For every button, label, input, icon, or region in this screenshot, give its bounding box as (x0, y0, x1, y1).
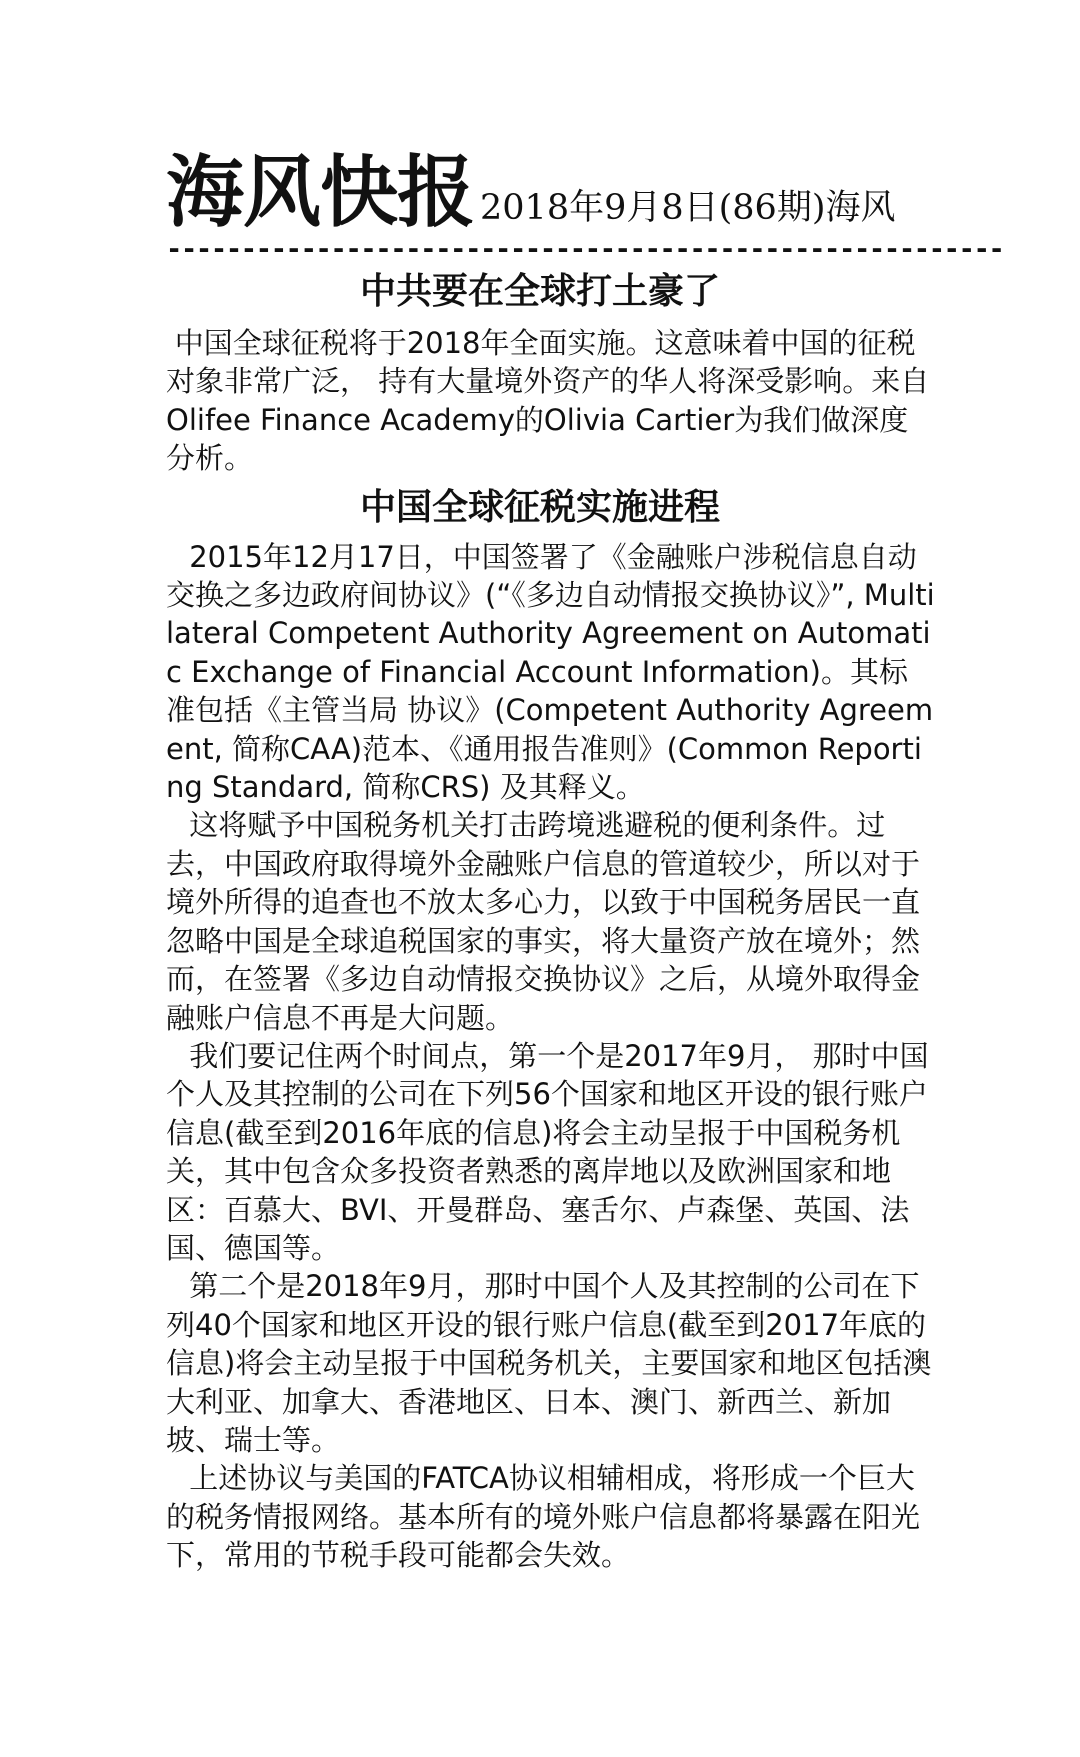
masthead-title: 海风快报 (166, 148, 475, 238)
body-paragraph-1: 2015年12月17日，中国签署了《金融账户涉税信息自动交换之多边政府间协议》(“《多边自动情报交换协议》”, Multilateral Competent Authority Agreement on Automatic Exchange of Financial Account Information)。其标准包括《主管当局 协议》(Competent Authority Agreement, 简称CAA)范本、《通用报告准则》(Common Reporting Standard, 简称CRS) 及其释义。 (166, 539, 935, 805)
body-paragraph-5: 上述协议与美国的FATCA协议相辅相成，将形成一个巨大的税务情报网络。基本所有的境外账户信息都将暴露在阳光下，常用的节税手段可能都会失效。 (166, 1461, 921, 1573)
article-intro (166, 324, 936, 478)
masthead-dateline: 2018年9月8日(86期)海风 (480, 188, 896, 228)
intro-paragraph: 中国全球征税将于2018年全面实施。这意味着中国的征税对象非常广泛， 持有大量境外资产的华人将深受影响。来自Olifee Finance Academy的Olivia Cartier为我们做深度分析。 (166, 326, 930, 476)
article-body (166, 538, 936, 1575)
article-subheadline: 中国全球征税实施进程 (359, 486, 720, 528)
body-paragraph-4: 第二个是2018年9月，那时中国个人及其控制的公司在下列40个国家和地区开设的银行账户信息(截至到2017年底的信息)将会主动呈报于中国税务机关，主要国家和地区包括澳大利亚、加拿大、香港地区、日本、澳门、新西兰、新加坡、瑞士等。 (166, 1269, 932, 1457)
dashed-divider: -------------------------------------------------------- (166, 234, 1004, 265)
masthead (166, 130, 1080, 238)
body-paragraph-2: 这将赋予中国税务机关打击跨境逃避税的便利条件。过去，中国政府取得境外金融账户信息的管道较少，所以对于境外所得的追查也不放太多心力，以致于中国税务居民一直忽略中国是全球追税国家的事实，将大量资产放在境外；然而，在签署《多边自动情报交换协议》之后，从境外取得金融账户信息不再是大问题。 (166, 808, 921, 1035)
article-headline: 中共要在全球打土豪了 (359, 271, 720, 312)
body-paragraph-3: 我们要记住两个时间点，第一个是2017年9月， 那时中国个人及其控制的公司在下列56个国家和地区开设的银行账户信息(截至到2016年底的信息)将会主动呈报于中国税务机关，其中包含众多投资者熟悉的离岸地以及欧洲国家和地区：百慕大、BVI、开曼群岛、塞舌尔、卢森堡、英国、法国、德国等。 (166, 1038, 929, 1265)
